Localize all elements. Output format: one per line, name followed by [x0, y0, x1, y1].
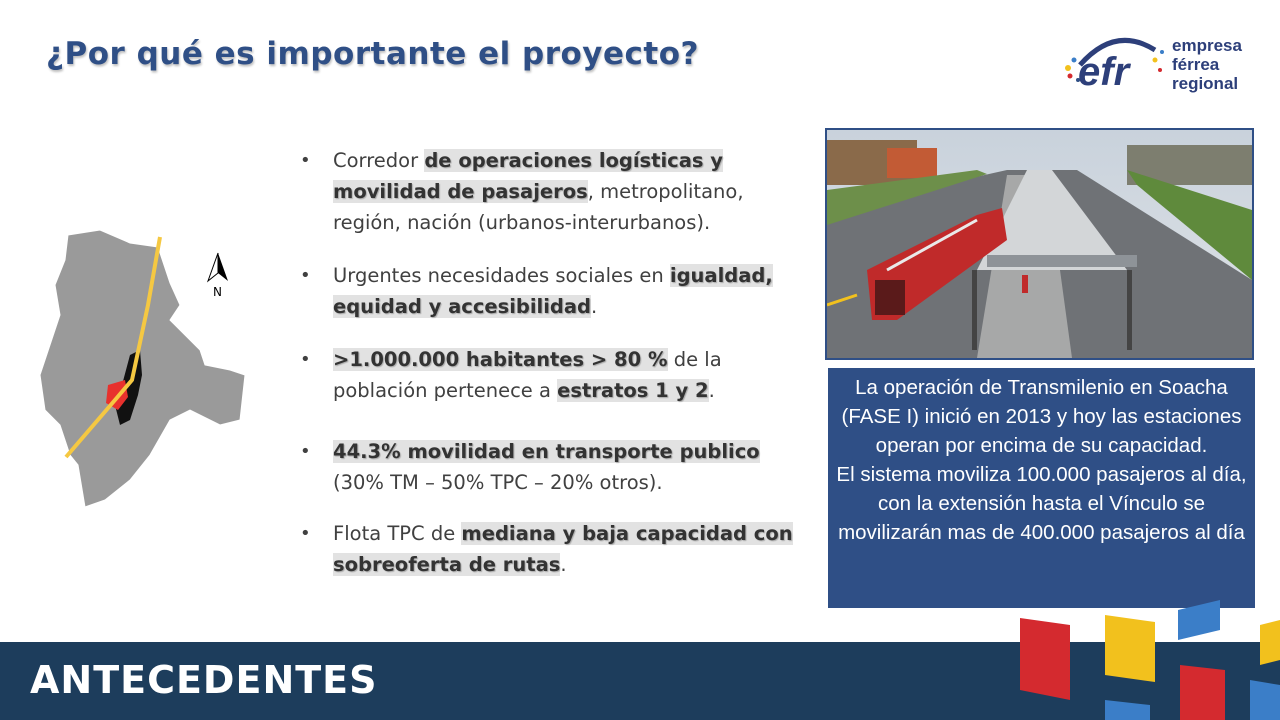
bullet-item	[300, 260, 810, 322]
bullet-text: (30% TM – 50% TPC – 20% otros).	[333, 471, 663, 494]
logo-line-2: férrea	[1172, 55, 1220, 74]
transmilenio-photo	[825, 128, 1254, 360]
bullet-item	[300, 145, 810, 238]
logo-mark: efr	[1078, 50, 1130, 94]
info-box-text: La operación de Transmilenio en Soacha (FASE I) inició en 2013 y hoy las estaciones operan por encima de su capacidad. El sistema moviliza 100.000 pasajeros al día, con la extensión hasta el Vínculo se movilizarán mas de 400.000 pasajeros al día	[836, 376, 1247, 544]
bullet-text: , metropolitano, región, nación (urbanos-interurbanos).	[333, 180, 744, 234]
bullet-item	[300, 344, 810, 406]
logo-line-3: regional	[1172, 74, 1239, 93]
page-title: ¿Por qué es importante el proyecto?	[46, 36, 699, 72]
bullet-item	[300, 436, 810, 498]
logo-line-1: empresa	[1172, 36, 1242, 55]
bullet-emphasis: estratos 1 y 2	[557, 379, 709, 402]
bullet-text: .	[591, 295, 598, 318]
bullet-text: .	[708, 379, 715, 402]
bullet-emphasis: mediana y baja capacidad con sobreoferta de rutas	[333, 522, 793, 576]
decorative-shapes	[990, 600, 1280, 720]
info-box	[828, 368, 1255, 608]
logo-text	[1172, 36, 1242, 93]
footer-label: ANTECEDENTES	[30, 658, 378, 702]
bullet-emphasis: de operaciones logísticas y movilidad de pasajeros	[333, 149, 723, 203]
bullet-item	[300, 518, 810, 580]
north-label: N	[213, 285, 222, 299]
bullet-text: de la población pertenece a	[333, 348, 722, 402]
bullet-text: Flota TPC de	[333, 522, 462, 545]
bullet-text: .	[560, 553, 567, 576]
bullet-emphasis: >1.000.000 habitantes > 80 %	[333, 348, 668, 371]
bullet-emphasis: igualdad, equidad y accesibilidad	[333, 264, 773, 318]
region-map	[30, 225, 260, 515]
bullet-emphasis: 44.3% movilidad en transporte publico	[333, 440, 760, 463]
bullet-text: Urgentes necesidades sociales en	[333, 264, 670, 287]
bullet-text: Corredor	[333, 149, 425, 172]
bullet-list	[300, 145, 810, 580]
north-arrow-icon	[208, 253, 228, 281]
